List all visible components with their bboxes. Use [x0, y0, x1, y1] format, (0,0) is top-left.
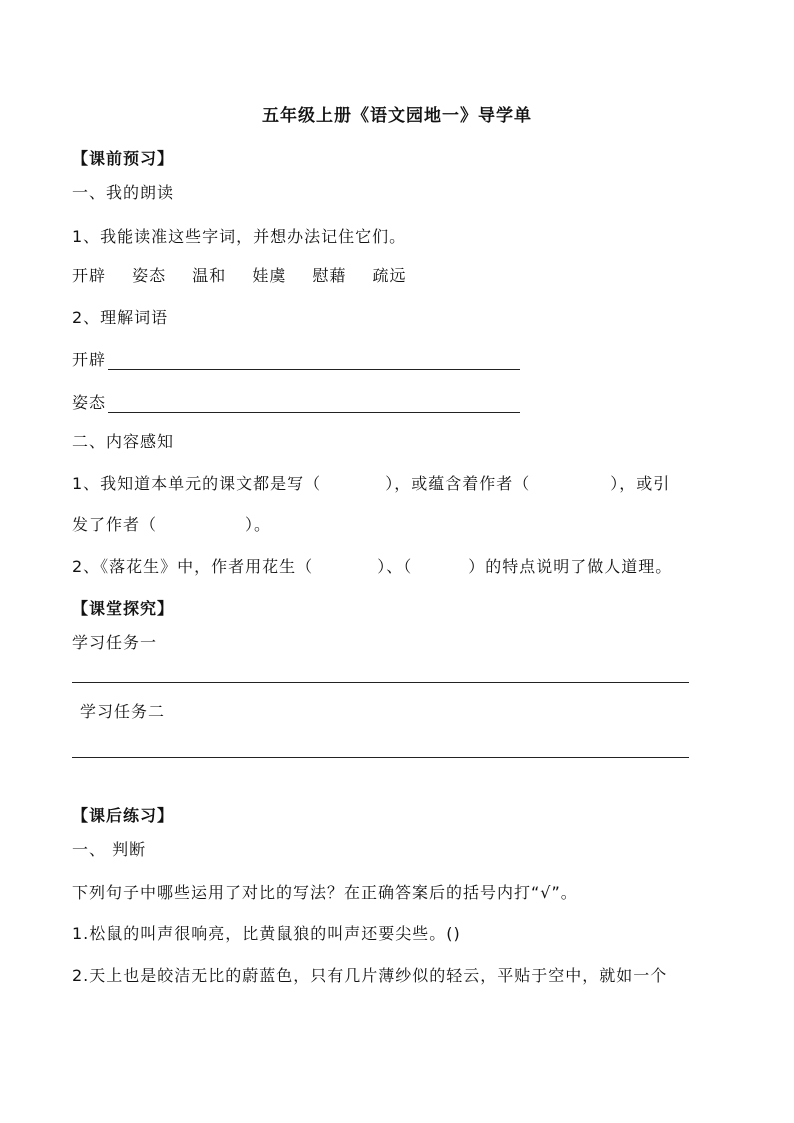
task-answer-line[interactable]	[72, 682, 689, 683]
question-text: 发了作者（	[72, 515, 158, 534]
task-answer-line[interactable]	[72, 757, 689, 758]
question-understand-words: 2、理解词语	[72, 308, 169, 327]
content-question-1-cont	[72, 515, 271, 535]
page-title: 五年级上册《语文园地一》导学单	[262, 106, 532, 126]
part-heading-judge: 一、 判断	[72, 840, 147, 859]
content-question-2	[72, 557, 672, 577]
question-text: ），或引	[610, 474, 671, 493]
word-item: 姿态	[132, 266, 167, 285]
vocab-row	[72, 393, 520, 413]
section-heading-in-class: 【课堂探究】	[72, 599, 175, 618]
question-text: ）、（	[377, 557, 413, 576]
word-item: 温和	[192, 266, 227, 285]
task-label-1: 学习任务一	[72, 633, 158, 652]
word-item: 疏远	[372, 266, 407, 285]
vocab-word: 姿态	[72, 393, 107, 412]
question-text: ）的特点说明了做人道理。	[468, 557, 673, 576]
task-label-2: 学习任务二	[80, 702, 166, 721]
question-text: ）。	[245, 515, 272, 534]
vocab-word: 开辟	[72, 350, 107, 369]
content-question-1	[72, 474, 670, 494]
question-text: 2、《落花生》中，作者用花生（	[72, 557, 314, 576]
word-item: 开辟	[72, 266, 107, 285]
question-read-words: 1、我能读准这些字词，并想办法记住它们。	[72, 227, 407, 246]
vocab-row	[72, 350, 520, 370]
judge-sentence-1: 1.松鼠的叫声很响亮，比黄鼠狼的叫声还要尖些。()	[72, 924, 461, 943]
answer-blank[interactable]	[108, 398, 520, 413]
judge-sentence-2: 2.天上也是皎洁无比的蔚蓝色，只有几片薄纱似的轻云，平贴于空中，就如一个	[72, 966, 668, 985]
judge-instruction: 下列句子中哪些运用了对比的写法？在正确答案后的括号内打“√”。	[72, 883, 578, 902]
section-heading-after-class: 【课后练习】	[72, 806, 175, 825]
section-heading-pre-class: 【课前预习】	[72, 149, 175, 168]
part-heading-content: 二、内容感知	[72, 432, 175, 451]
word-item: 娃虞	[252, 266, 287, 285]
part-heading-reading: 一、我的朗读	[72, 183, 175, 202]
word-list	[72, 266, 407, 286]
question-text: 1、我知道本单元的课文都是写（	[72, 474, 322, 493]
question-text: ），或蕴含着作者（	[385, 474, 531, 493]
answer-blank[interactable]	[108, 355, 520, 370]
word-item: 慰藉	[312, 266, 347, 285]
